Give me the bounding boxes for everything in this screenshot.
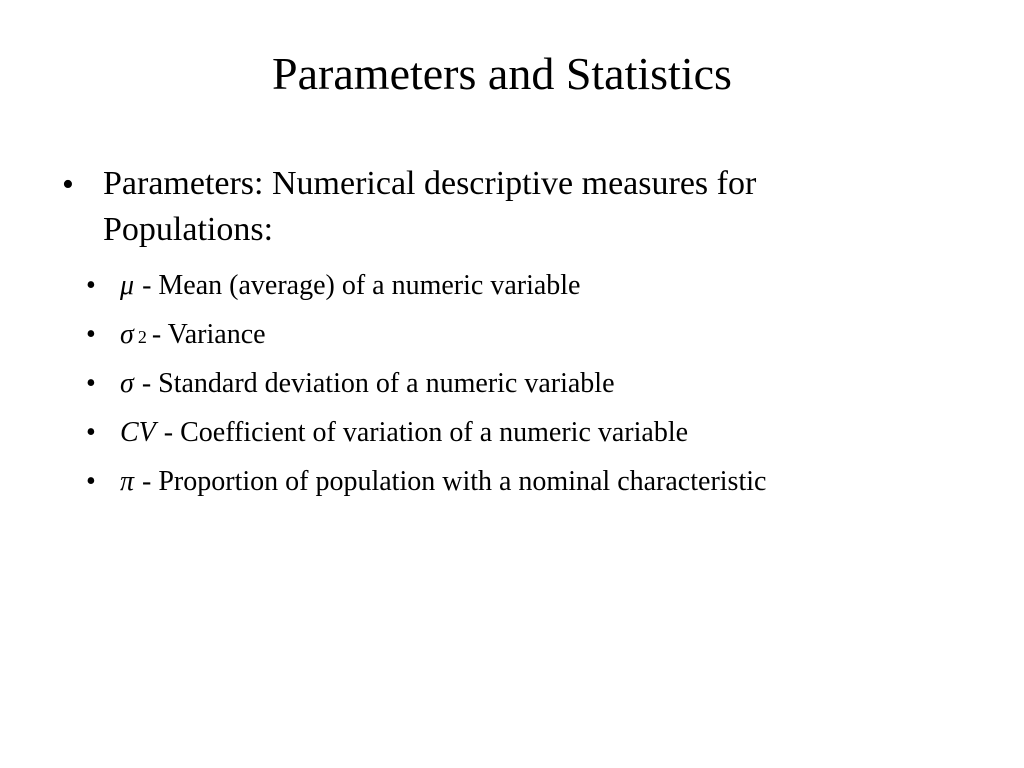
sub-bullet: •: [86, 368, 96, 399]
bullet-list: [62, 161, 922, 506]
parameter-item-coefficient-of-variation: [86, 408, 922, 457]
sub-bullet: •: [86, 466, 96, 497]
proportion-description: - Proportion of population with a nominal characteristic: [142, 466, 767, 497]
main-bullet-row: [62, 161, 922, 253]
variance-symbol: σ: [120, 319, 134, 350]
parameters-description: Parameters: Numerical descriptive measures for Populations:: [103, 165, 757, 248]
variance-description: - Variance: [151, 319, 266, 350]
sub-bullet: •: [86, 270, 96, 301]
coefficient-of-variation-description: - Coefficient of variation of a numeric variable: [163, 417, 689, 448]
standard-deviation-symbol: σ: [120, 368, 134, 399]
parameter-item-standard-deviation: [86, 359, 922, 408]
page-title: Parameters and Statistics: [272, 48, 732, 99]
mean-description: - Mean (average) of a numeric variable: [142, 270, 581, 301]
parameter-item-mean: [86, 261, 922, 310]
sub-bullet: •: [86, 417, 96, 448]
coefficient-of-variation-symbol: CV: [120, 417, 156, 448]
main-bullet: •: [62, 166, 74, 203]
proportion-symbol: π: [120, 466, 135, 497]
parameter-item-variance: • σ 2 - Variance: [86, 310, 922, 359]
standard-deviation-description: - Standard deviation of a numeric variable: [141, 368, 615, 399]
parameter-list: [62, 261, 922, 506]
main-list-item: [62, 161, 922, 506]
parameter-item-proportion: [86, 457, 922, 506]
mean-symbol: μ: [120, 270, 135, 301]
sub-bullet: •: [86, 319, 96, 350]
